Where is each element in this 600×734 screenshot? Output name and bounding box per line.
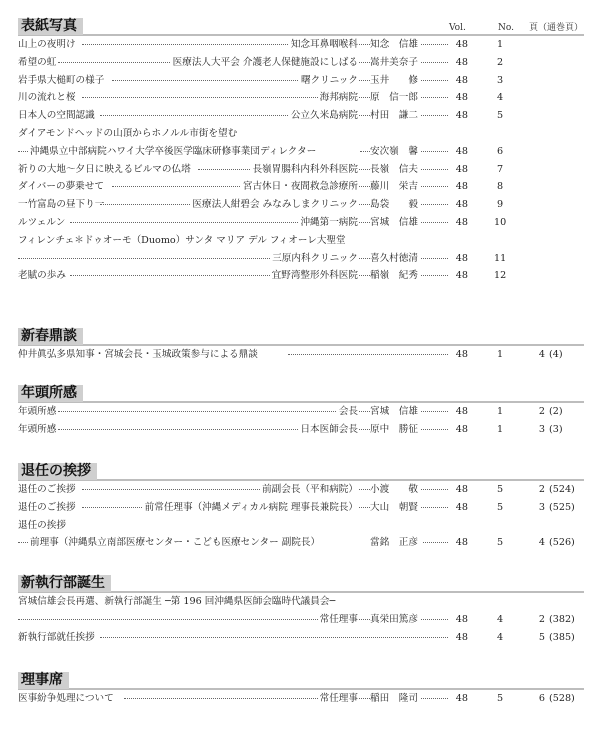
leader-dots <box>288 354 448 355</box>
leader-dots <box>18 542 28 543</box>
entry-author: 嵩井美奈子 <box>370 54 420 72</box>
entry-affiliation: 医療法人大平会 介護老人保健施設にしばる <box>171 54 358 72</box>
entry-no: 11 <box>494 252 507 264</box>
entry-title: ダイアモンドヘッドの山頂からホノルル市街を望む <box>18 127 238 139</box>
entry-vol: 48 <box>448 611 468 629</box>
section-header <box>18 385 584 403</box>
entry-author: 原中 勝征 <box>370 421 420 439</box>
entry-no: 4 <box>496 92 504 104</box>
entry-vol: 48 <box>448 499 468 517</box>
section-header <box>18 18 584 36</box>
entry-author: 真栄田篤彦 <box>370 611 420 629</box>
entry-title: 希望の虹 <box>18 56 57 68</box>
entry-title: 年頭所感 <box>18 406 57 417</box>
toc-entry <box>18 196 584 214</box>
entry-title: ルツェルン <box>18 216 66 228</box>
toc-entry <box>18 214 584 232</box>
entry-author: 原 信一郎 <box>370 89 420 107</box>
entry-author: 玉井 修 <box>370 72 420 90</box>
entry-affiliation: 医療法人紺碧会 みなみしまクリニック <box>190 196 358 214</box>
entry-no: 10 <box>494 216 507 228</box>
toc-entry-title-line <box>18 232 584 250</box>
entry-vol: 48 <box>448 214 468 232</box>
section-new-year-talk <box>18 328 584 364</box>
entry-affiliation: 曙クリニック <box>299 72 358 90</box>
entry-cumulative-page: (526) <box>549 537 575 549</box>
entry-no: 5 <box>496 501 504 513</box>
entry-no: 1 <box>496 406 504 417</box>
entry-vol: 48 <box>448 534 468 552</box>
toc-entry <box>18 481 584 499</box>
entry-no: 2 <box>496 56 504 68</box>
entry-author: 稲嶺 紀秀 <box>370 267 420 285</box>
entry-no: 4 <box>496 613 504 625</box>
entry-cumulative-page: (2) <box>549 406 563 417</box>
entry-vol: 48 <box>448 629 468 647</box>
entry-page: 6 <box>538 693 545 704</box>
section-title: 新執行部誕生 <box>18 575 111 592</box>
entry-page: 3 <box>538 423 545 435</box>
section-title: 新春鼎談 <box>18 328 83 345</box>
entry-affiliation: 長嶺胃腸科内科外科医院 <box>250 161 358 179</box>
toc-entry <box>18 403 584 421</box>
entry-vol: 48 <box>448 72 468 90</box>
toc-entry <box>18 89 584 107</box>
section-cover-photos <box>18 18 584 285</box>
entry-affiliation: 宮古休日・夜間救急診療所 <box>241 178 358 196</box>
entry-title: 医事紛争処理について <box>18 693 114 704</box>
entry-title: フィレンチェ＊ドゥオーモ（Duomo）サンタ マリア デル フィオーレ大聖堂 <box>18 234 346 246</box>
entry-affiliation: 沖縄第一病院 <box>298 214 358 232</box>
entry-no: 1 <box>496 39 504 50</box>
entry-author: 島袋 毅 <box>370 196 420 214</box>
entry-vol: 48 <box>448 196 468 214</box>
entry-affiliation: 公立久米島病院 <box>289 107 358 125</box>
entry-title: 祈りの大地〜夕日に映えるビルマの仏塔 <box>18 163 191 175</box>
column-head-no: No. <box>498 23 514 33</box>
toc-entry <box>18 629 584 647</box>
entry-affiliation: 常任理事 <box>318 611 358 629</box>
entry-vol: 48 <box>448 250 468 268</box>
toc-entry <box>18 72 584 90</box>
entry-no: 12 <box>494 270 507 282</box>
entry-author: 村田 謙二 <box>370 107 420 125</box>
column-head-page: 頁（通巻頁） <box>529 23 584 33</box>
entry-no: 4 <box>496 631 504 643</box>
entry-no: 5 <box>496 693 504 704</box>
toc-entry-title-line <box>18 593 584 611</box>
entry-affiliation: 前理事（沖縄県立南部医療センター・こども医療センター 副院長） <box>30 537 321 549</box>
entry-author: 小渡 敬 <box>370 481 420 499</box>
entry-no: 5 <box>496 537 504 549</box>
entry-vol: 48 <box>448 481 468 499</box>
entry-vol: 48 <box>448 143 468 161</box>
entry-author: 藤川 栄吉 <box>370 178 420 196</box>
entry-page: 4 <box>538 537 545 549</box>
entry-title: 老賦の歩み <box>18 270 66 282</box>
entry-affiliation: 日本医師会長 <box>298 421 358 439</box>
entry-vol: 48 <box>448 36 468 54</box>
entry-title: 退任の挨拶 <box>18 519 66 531</box>
toc-entry <box>18 611 584 629</box>
entry-cumulative-page: (385) <box>549 631 575 643</box>
entry-cumulative-page: (524) <box>549 484 575 495</box>
entry-vol: 48 <box>448 178 468 196</box>
leader-dots <box>100 637 448 638</box>
entry-page: 3 <box>538 501 545 513</box>
entry-vol: 48 <box>448 267 468 285</box>
toc-entry-title-line <box>18 517 584 535</box>
column-head-vol: Vol. <box>449 23 466 33</box>
entry-affiliation: 知念耳鼻咽喉科 <box>289 36 358 54</box>
entry-author: 稲田 隆司 <box>370 690 420 708</box>
toc-entry <box>18 267 584 285</box>
toc-entry <box>18 143 584 161</box>
entry-title: 川の流れと桜 <box>18 92 76 104</box>
toc-entry <box>18 690 584 708</box>
entry-vol: 48 <box>448 54 468 72</box>
entry-no: 1 <box>496 349 504 360</box>
section-header <box>18 672 584 690</box>
toc-entry-title-line <box>18 125 584 143</box>
entry-affiliation: 三原内科クリニック <box>270 250 358 268</box>
toc-entry <box>18 178 584 196</box>
entry-page: 5 <box>538 631 545 643</box>
entry-page: 2 <box>538 613 545 625</box>
entry-author: 安次嶺 馨 <box>370 143 420 161</box>
toc-entry <box>18 421 584 439</box>
entry-no: 3 <box>496 74 504 86</box>
entry-vol: 48 <box>448 346 468 364</box>
section-title: 理事席 <box>18 672 69 689</box>
entry-author: 長嶺 信夫 <box>370 161 420 179</box>
toc-entry <box>18 534 584 552</box>
entry-vol: 48 <box>448 421 468 439</box>
entry-title: 山上の夜明け <box>18 39 76 50</box>
entry-vol: 48 <box>448 690 468 708</box>
toc-entry <box>18 346 584 364</box>
entry-title: 宮城信雄会長再選、新執行部誕生 ─第 196 回沖縄県医師会臨時代議員会─ <box>18 596 336 607</box>
entry-no: 5 <box>496 484 504 495</box>
toc-entry <box>18 36 584 54</box>
entry-no: 5 <box>496 110 504 122</box>
entry-title: 仲井眞弘多県知事・宮城会長・玉城政策参与による鼎談 <box>18 349 258 360</box>
entry-affiliation: 会長 <box>337 403 358 421</box>
entry-title: 退任のご挨拶 <box>18 501 76 513</box>
leader-dots <box>18 151 28 152</box>
toc-entry <box>18 107 584 125</box>
toc-entry <box>18 54 584 72</box>
entry-affiliation: 沖縄県立中部病院ハワイ大学卒後医学臨床研修事業団ディレクター <box>30 145 317 157</box>
entry-affiliation: 前副会長（平和病院） <box>260 481 358 499</box>
entry-title: ダイバーの夢乗せて <box>18 181 104 193</box>
entry-cumulative-page: (4) <box>549 349 563 360</box>
section-title: 年頭所感 <box>18 385 83 402</box>
entry-no: 1 <box>496 423 504 435</box>
entry-author: 知念 信雄 <box>370 36 420 54</box>
section-header <box>18 575 584 593</box>
leader-dots <box>423 542 448 543</box>
section-title: 退任の挨拶 <box>18 463 97 480</box>
entry-no: 6 <box>496 145 504 157</box>
entry-page: 2 <box>538 484 545 495</box>
entry-cumulative-page: (525) <box>549 501 575 513</box>
toc-entry <box>18 250 584 268</box>
entry-author: 宮城 信雄 <box>370 214 420 232</box>
entry-title: 退任のご挨拶 <box>18 484 76 495</box>
entry-vol: 48 <box>448 161 468 179</box>
entry-title: 岩手県大槌町の様子 <box>18 74 105 86</box>
entry-vol: 48 <box>448 107 468 125</box>
entry-title: 年頭所感 <box>18 423 57 435</box>
entry-cumulative-page: (382) <box>549 613 575 625</box>
entry-affiliation: 前常任理事（沖縄メディカル病院 理事長兼院長） <box>143 499 358 517</box>
section-retirement-greetings <box>18 463 584 552</box>
entry-title: 日本人の空間認識 <box>18 110 95 122</box>
entry-affiliation: 海邦病院 <box>318 89 358 107</box>
section-header <box>18 328 584 346</box>
entry-author: 大山 朝賢 <box>370 499 420 517</box>
entry-cumulative-page: (528) <box>549 693 575 704</box>
entry-vol: 48 <box>448 403 468 421</box>
entry-author: 宮城 信雄 <box>370 403 420 421</box>
entry-page: 2 <box>538 406 545 417</box>
entry-no: 8 <box>496 181 504 193</box>
entry-title: 新執行部就任挨拶 <box>18 631 95 643</box>
section-title: 表紙写真 <box>18 18 83 35</box>
section-director-column <box>18 672 584 708</box>
toc-entry <box>18 499 584 517</box>
entry-affiliation: 宜野湾整形外科医院 <box>270 267 358 285</box>
section-new-year-message <box>18 385 584 439</box>
entry-no: 9 <box>496 199 504 211</box>
entry-cumulative-page: (3) <box>549 423 563 435</box>
entry-affiliation: 常任理事 <box>318 690 358 708</box>
entry-page: 4 <box>538 349 545 360</box>
entry-author: 當銘 正彦 <box>370 534 420 552</box>
entry-vol: 48 <box>448 89 468 107</box>
entry-title: 一竹富島の昼下り一 <box>18 199 105 211</box>
entry-no: 7 <box>496 163 504 175</box>
section-new-executive <box>18 575 584 646</box>
section-header <box>18 463 584 481</box>
entry-author: 喜久村徳清 <box>370 250 420 268</box>
toc-entry <box>18 161 584 179</box>
